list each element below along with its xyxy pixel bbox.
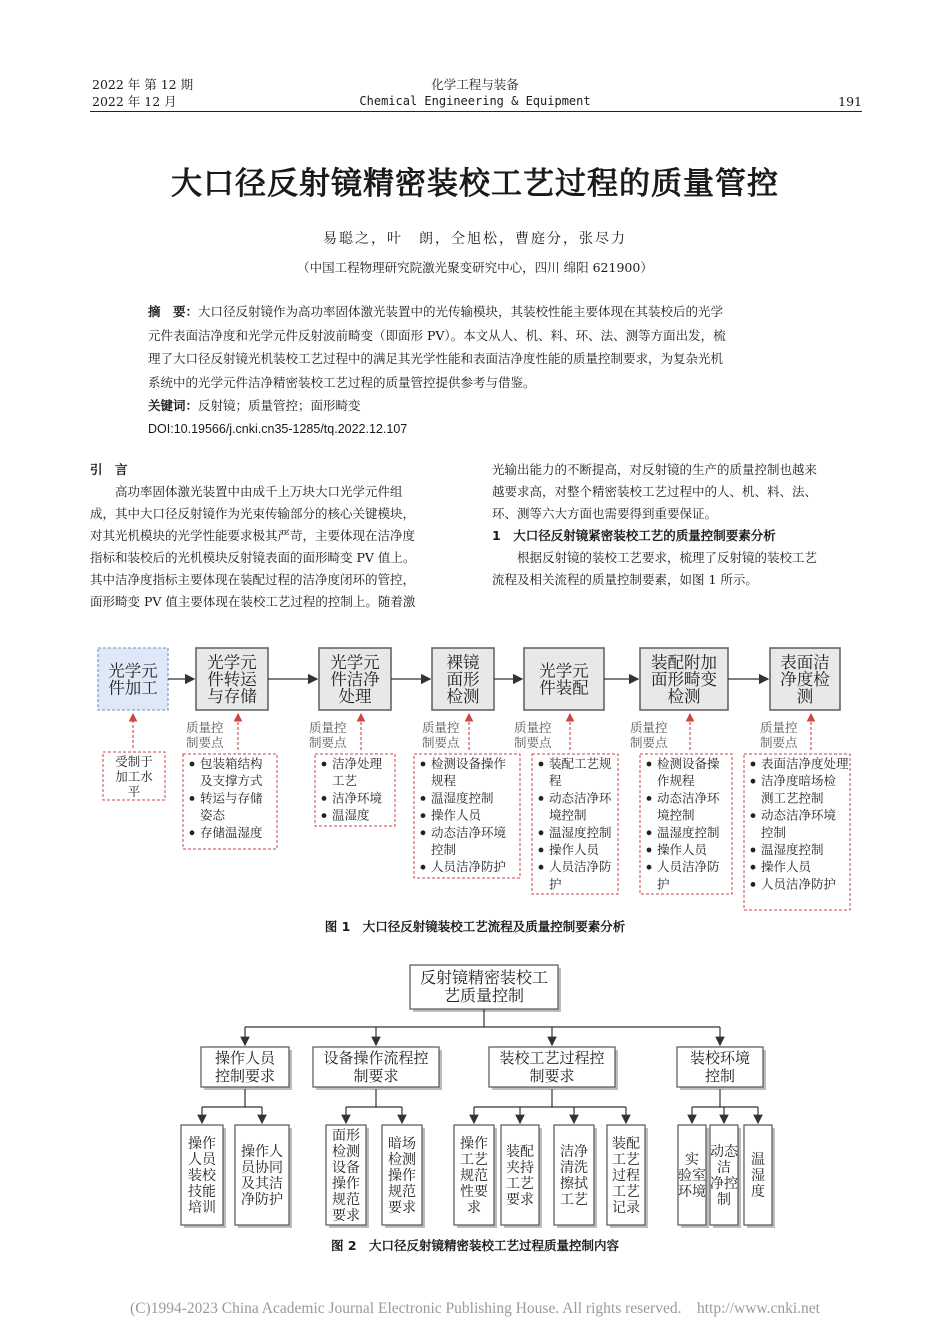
qc-label: 质量控 — [514, 720, 552, 735]
tree-leaf-label: 工艺 — [560, 1192, 588, 1208]
tree-leaf-label: 操作人 — [241, 1144, 283, 1160]
abstract-label: 摘 要： — [148, 304, 199, 319]
tree-leaf-label: 要求 — [388, 1200, 416, 1216]
qc-list-item: 境控制 — [657, 807, 695, 823]
figure-1-flowchart — [0, 630, 950, 915]
tree-leaf-label: 操作 — [460, 1136, 488, 1152]
figure-1-caption: 图 1 大口径反射镜装校工艺流程及质量控制要素分析 — [324, 919, 626, 934]
copyright-footer: (C)1994-2023 China Academic Journal Electronic Publishing House. All rights reserved. http://www.cnki.net — [130, 1300, 820, 1317]
tree-leaf-label: 净防护 — [241, 1192, 283, 1208]
bullet — [539, 830, 544, 835]
qc-label: 质量控 — [630, 720, 668, 735]
text-line: 环、测等六大方面也需要得到重要保证。 — [492, 506, 718, 521]
qc-label: 质量控 — [186, 720, 224, 735]
text-line: 越要求高，对整个精密装校工艺过程中的人、机、料、法、 — [492, 484, 818, 499]
tree-leaf-label: 环境 — [678, 1184, 706, 1200]
tree-leaf-label: 规范 — [332, 1192, 360, 1208]
text-line: 对其光机模块的光学性能要求极其严苛，主要体现在洁净度 — [90, 528, 416, 543]
qc-label: 制要点 — [760, 735, 798, 750]
abstract-line: 理了大口径反射镜光机装校工艺过程中的满足其光学性能和表面洁净度性能的质量控制要求，为复杂光机 — [148, 351, 724, 366]
tree-leaf-label: 清洗 — [560, 1160, 588, 1176]
right-column — [492, 459, 864, 591]
process-step-label: 测 — [796, 687, 814, 706]
bullet — [322, 762, 327, 767]
tree-leaf-label: 要求 — [506, 1192, 534, 1208]
abstract-line: 大口径反射镜作为高功率固体激光装置中的光传输模块，其装校性能主要体现在其装校后的光学 — [198, 304, 724, 319]
bullet — [647, 762, 652, 767]
tree-leaf-label: 员协同 — [241, 1160, 283, 1176]
process-step-label: 面形 — [446, 670, 480, 689]
process-step-label: 面形畸变 — [651, 670, 717, 689]
tree-leaf-label: 人员 — [188, 1152, 216, 1168]
bullet — [751, 779, 756, 784]
qc-list-item: 工艺 — [332, 773, 358, 789]
bullet — [421, 796, 426, 801]
process-step-label: 表面洁 — [780, 653, 830, 672]
bullet — [421, 813, 426, 818]
tree-leaf-label: 验室 — [678, 1168, 706, 1184]
tree-leaf-label: 技能 — [188, 1184, 216, 1200]
tree-leaf-label: 制 — [717, 1192, 731, 1208]
section-1-heading: 1 大口径反射镜紧密装校工艺的质量控制要素分析 — [492, 528, 776, 543]
bullet — [539, 865, 544, 870]
qc-list-item: 温湿度控制 — [761, 842, 824, 857]
tree-leaf-label: 规范 — [388, 1184, 416, 1200]
bullet — [751, 865, 756, 870]
qc-label: 制要点 — [309, 735, 347, 750]
bullet — [751, 848, 756, 853]
bullet — [647, 848, 652, 853]
tree-leaf-label: 操作 — [188, 1136, 216, 1152]
process-step-label: 件转运 — [207, 670, 257, 689]
abstract-line: 系统中的光学元件洁净精密装校工艺过程的质量管控提供参考与借鉴。 — [148, 374, 536, 390]
tree-leaf-label: 洁 — [717, 1160, 731, 1176]
qc-list-item: 洁净度暗场检 — [761, 773, 837, 789]
qc-list-item: 境控制 — [549, 807, 587, 823]
qc-list-item: 人员洁净防 — [657, 859, 720, 875]
qc-list-item: 温湿度控制 — [431, 790, 494, 806]
abstract — [148, 300, 803, 441]
qc-list-item: 姿态 — [200, 807, 226, 823]
qc-list-item: 及支撑方式 — [200, 773, 263, 789]
process-step-label: 处理 — [338, 687, 372, 706]
bullet — [647, 865, 652, 870]
tree-leaf-label: 装配 — [612, 1136, 640, 1152]
authors: 易聪之，叶 朗，仝旭松，曹庭分，张尽力 — [323, 231, 627, 247]
bullet — [539, 762, 544, 767]
qc-list-item: 人员洁净防护 — [431, 859, 507, 875]
tree-leaf-label: 装配 — [506, 1144, 534, 1160]
tree-level2-label: 制要求 — [353, 1067, 399, 1085]
qc-list-item: 规程 — [431, 773, 457, 789]
tree-leaf-label: 操作 — [388, 1168, 416, 1184]
tree-leaf-label: 及其洁 — [241, 1176, 283, 1192]
bullet — [421, 762, 426, 767]
bullet — [751, 762, 756, 767]
tree-leaf-label: 求 — [467, 1200, 481, 1216]
text-line: 根据反射镜的装校工艺要求，梳理了反射镜的装校工艺 — [517, 550, 818, 565]
qc-list-item: 操作人员 — [431, 807, 482, 823]
qc-label: 制要点 — [186, 735, 224, 750]
keywords-label: 关键词： — [148, 398, 199, 413]
bullet — [421, 865, 426, 870]
constraint-text: 平 — [127, 784, 141, 799]
qc-list-item: 动态洁净环境 — [761, 807, 837, 823]
qc-label: 质量控 — [760, 720, 798, 735]
process-step-label: 件加工 — [108, 678, 158, 698]
left-column — [90, 459, 462, 613]
tree-leaf-label: 温 — [751, 1152, 765, 1168]
tree-leaf-label: 洁净 — [560, 1144, 588, 1160]
header-rule — [90, 111, 862, 112]
tree-level2-label: 操作人员 — [214, 1049, 276, 1067]
qc-list-item: 控制 — [431, 842, 457, 857]
tree-level2-label: 装校环境 — [689, 1049, 751, 1067]
process-step-label: 检测 — [446, 687, 480, 706]
text-line: 光输出能力的不断提高，对反射镜的生产的质量控制也越来 — [492, 462, 818, 477]
tree-leaf-label: 检测 — [332, 1144, 360, 1160]
bullet — [751, 882, 756, 887]
header-page-number: 191 — [838, 94, 862, 109]
bullet — [539, 796, 544, 801]
tree-leaf-label: 工艺 — [460, 1152, 488, 1168]
bullet — [190, 796, 195, 801]
tree-leaf-label: 操作 — [332, 1176, 360, 1192]
process-step-label: 件洁净 — [330, 670, 380, 689]
qc-list-item: 人员洁净防 — [549, 859, 612, 875]
bullet — [322, 813, 327, 818]
qc-list-item: 动态洁净环 — [549, 790, 612, 806]
qc-list-item: 装配工艺规 — [549, 756, 612, 771]
intro-heading: 引 言 — [90, 462, 128, 477]
tree-level2-label: 制要求 — [529, 1067, 575, 1085]
header-date: 2022 年 12 月 — [92, 94, 177, 109]
tree-leaf-label: 暗场 — [388, 1136, 416, 1152]
tree-leaf-label: 规范 — [460, 1168, 488, 1184]
text-line: 面形畸变 PV 值主要体现在装校工艺过程的控制上。随着激 — [90, 594, 416, 609]
qc-list-item: 动态洁净环境 — [431, 824, 507, 840]
tree-level2-label: 控制 — [704, 1067, 736, 1085]
tree-leaf-label: 度 — [751, 1184, 765, 1200]
qc-list-item: 护 — [657, 876, 670, 892]
tree-leaf-label: 性要 — [460, 1184, 488, 1200]
qc-label: 质量控 — [422, 720, 460, 735]
tree-leaf-label: 工艺 — [612, 1184, 640, 1200]
qc-list-item: 检测设备操作 — [431, 756, 507, 771]
qc-list-item: 人员洁净防护 — [761, 876, 837, 892]
header-issue: 2022 年 第 12 期 — [92, 77, 194, 92]
qc-label: 制要点 — [630, 735, 668, 750]
bullet — [421, 830, 426, 835]
tree-leaf-label: 夹持 — [506, 1160, 534, 1176]
qc-list-item: 包装箱结构 — [200, 756, 263, 771]
tree-root-label: 艺质量控制 — [443, 986, 525, 1005]
constraint-text: 受制于 — [115, 754, 153, 769]
qc-list-item: 控制 — [761, 824, 787, 840]
qc-list-item: 护 — [549, 876, 562, 892]
constraint-text: 加工水 — [115, 769, 153, 784]
qc-list-item: 作规程 — [657, 773, 695, 789]
tree-root-label: 反射镜精密装校工 — [419, 968, 549, 987]
tree-leaf-label: 工艺 — [506, 1176, 534, 1192]
qc-list-item: 动态洁净环 — [657, 790, 720, 806]
keywords: 反射镜；质量管控；面形畸变 — [198, 398, 361, 413]
tree-leaf-label: 面形 — [332, 1128, 360, 1144]
header-journal-en: Chemical Engineering & Equipment — [359, 94, 591, 108]
process-step-label: 光学元 — [108, 661, 158, 681]
qc-list-item: 洁净环境 — [332, 790, 383, 806]
qc-label: 质量控 — [309, 720, 347, 735]
article-title: 大口径反射镜精密装校工艺过程的质量管控 — [171, 166, 779, 202]
bullet — [751, 813, 756, 818]
process-step-label: 裸镜 — [446, 653, 480, 672]
qc-list-item: 表面洁净度处理 — [761, 756, 849, 771]
tree-leaf-label: 检测 — [388, 1152, 416, 1168]
tree-leaf-label: 装校 — [188, 1168, 216, 1184]
process-step-label: 光学元 — [539, 661, 589, 681]
figure-2-tree — [0, 955, 950, 1235]
qc-list-item: 温湿度控制 — [657, 824, 720, 840]
bullet — [647, 796, 652, 801]
tree-leaf-label: 培训 — [188, 1200, 216, 1216]
text-line: 流程及相关流程的质量控制要素，如图 1 所示。 — [492, 572, 758, 587]
qc-list-item: 测工艺控制 — [761, 790, 824, 806]
tree-level2-label: 装校工艺过程控 — [499, 1049, 605, 1067]
qc-list-item: 程 — [549, 773, 562, 789]
qc-list-item: 洁净处理 — [332, 756, 383, 771]
process-step-label: 光学元 — [207, 653, 257, 672]
tree-leaf-label: 擦拭 — [560, 1176, 588, 1192]
bullet — [322, 796, 327, 801]
bullet — [190, 830, 195, 835]
qc-list-item: 转运与存储 — [200, 790, 263, 806]
process-step-label: 与存储 — [207, 687, 257, 706]
tree-leaf-label: 动态 — [710, 1144, 738, 1160]
tree-leaf-label: 实 — [685, 1152, 699, 1168]
text-line: 其中洁净度指标主要体现在装配过程的洁净度闭环的管控， — [90, 572, 416, 587]
tree-leaf-label: 过程 — [612, 1168, 640, 1184]
qc-list-item: 温湿度 — [332, 807, 370, 823]
tree-leaf-label: 净控 — [710, 1176, 738, 1192]
bullet — [647, 830, 652, 835]
qc-list-item: 操作人员 — [657, 842, 708, 857]
qc-list-item: 温湿度控制 — [549, 824, 612, 840]
tree-level2-label: 控制要求 — [214, 1067, 276, 1085]
process-step-label: 装配附加 — [651, 653, 717, 672]
process-step-label: 光学元 — [330, 653, 380, 672]
process-step-label: 净度检 — [780, 670, 830, 689]
doi: DOI:10.19566/j.cnki.cn35-1285/tq.2022.12.107 — [148, 421, 408, 436]
qc-list-item: 存储温湿度 — [200, 824, 263, 840]
process-step-label: 检测 — [667, 687, 701, 706]
qc-label: 制要点 — [514, 735, 552, 750]
abstract-line: 元件表面洁净度和光学元件反射波前畸变（即面形 PV）。本文从人、机、料、环、法、测等方面出发，梳 — [148, 327, 726, 343]
figure-2-caption: 图 2 大口径反射镜精密装校工艺过程质量控制内容 — [330, 1238, 620, 1253]
header-journal-cn: 化学工程与装备 — [431, 77, 519, 92]
text-line: 高功率固体激光装置中由成千上万块大口光学元件组 — [115, 484, 403, 499]
tree-leaf-label: 要求 — [332, 1208, 360, 1224]
bullet — [190, 762, 195, 767]
text-line: 成，其中大口径反射镜作为光束传输部分的核心关键模块， — [90, 506, 416, 521]
tree-level2-label: 设备操作流程控 — [323, 1049, 429, 1067]
bullet — [539, 848, 544, 853]
qc-list-item: 操作人员 — [761, 859, 812, 875]
affiliation: （中国工程物理研究院激光聚变研究中心，四川 绵阳 621900） — [297, 260, 653, 275]
qc-list-item: 检测设备操 — [657, 756, 720, 771]
qc-label: 制要点 — [422, 735, 460, 750]
tree-leaf-label: 工艺 — [612, 1152, 640, 1168]
qc-list-item: 操作人员 — [549, 842, 600, 857]
tree-leaf-label: 记录 — [612, 1200, 640, 1216]
text-line: 指标和装校后的光机模块反射镜表面的面形畸变 PV 值上。 — [90, 550, 416, 565]
tree-leaf-label: 湿 — [751, 1168, 765, 1184]
process-step-label: 件装配 — [539, 678, 589, 698]
tree-leaf-label: 设备 — [332, 1160, 360, 1176]
